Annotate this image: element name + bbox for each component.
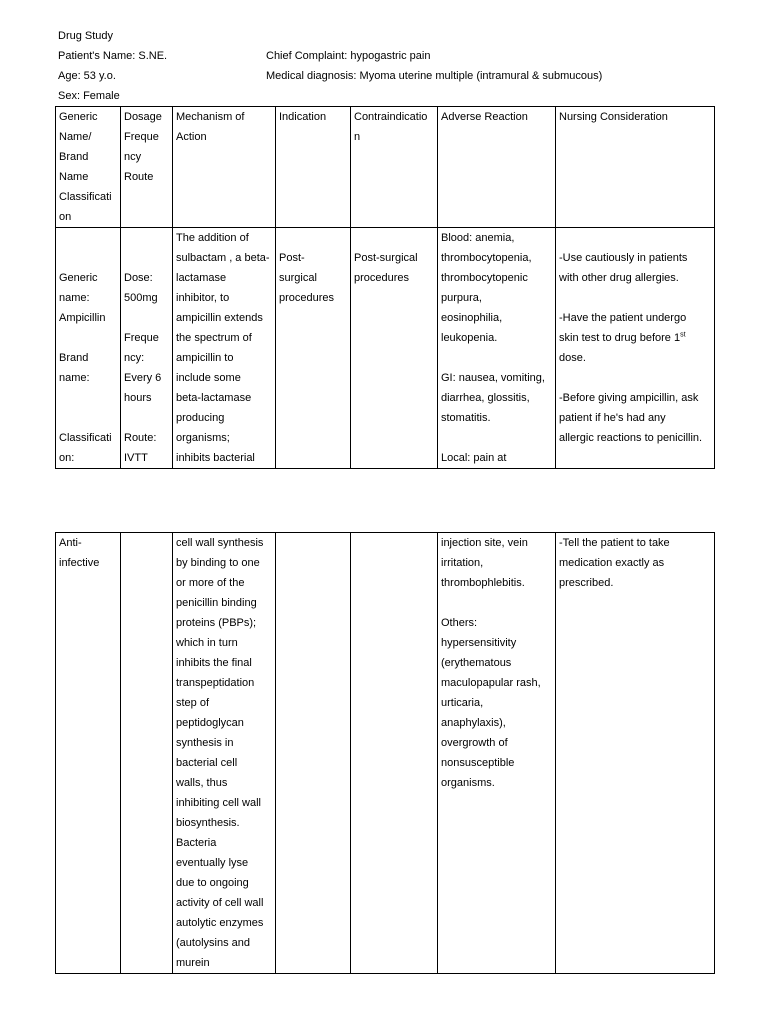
cell-dosage-cont bbox=[121, 533, 173, 974]
patient-age: Age: 53 y.o. bbox=[58, 70, 116, 82]
cell-mechanism: The addition of sulbactam , a beta- lactamase inhibitor, to ampicillin extends the spectrum of ampicillin to include some beta-lactamase producing organisms; inhibits bacterial bbox=[173, 228, 276, 469]
patient-name: Patient's Name: S.NE. bbox=[58, 50, 168, 62]
cell-mechanism-cont: cell wall synthesis by binding to one or more of the penicillin binding proteins (PBPs); which in turn inhibits the final transpeptidation step of peptidoglycan synthesis in bacterial cell walls, thus inhibiting cell wall biosynthesis. Bacteria eventually lyse due to ongoing activity of cell wall autolytic enzymes (autolysins and murein bbox=[173, 533, 276, 974]
patient-sex: Sex: Female bbox=[58, 90, 120, 102]
chief-complaint: Chief Complaint: hypogastric pain bbox=[266, 50, 431, 62]
doc-title: Drug Study bbox=[58, 30, 114, 42]
cell-nursing-consideration-cont: -Tell the patient to take medication exactly as prescribed. bbox=[556, 533, 715, 974]
table-header-row bbox=[56, 107, 715, 228]
col-header-dosage: Dosage Freque ncy Route bbox=[121, 107, 173, 228]
cell-indication-cont bbox=[276, 533, 351, 974]
col-header-generic-name: Generic Name/ Brand Name Classificati on bbox=[56, 107, 121, 228]
cell-contraindication: Post-surgical procedures bbox=[351, 228, 438, 469]
table-row bbox=[56, 228, 715, 469]
cell-adverse-reaction: Blood: anemia, thrombocytopenia, thrombocytopenic purpura, eosinophilia, leukopenia. GI: nausea, vomiting, diarrhea, glossitis, stomatitis. Local: pain at bbox=[438, 228, 556, 469]
cell-drug-names: Generic name: Ampicillin Brand name: Classificati on: bbox=[56, 228, 121, 469]
col-header-adverse-reaction: Adverse Reaction bbox=[438, 107, 556, 228]
nursing-text-part1: -Use cautiously in patients with other drug allergies. -Have the patient undergo skin test to drug before 1 bbox=[559, 252, 688, 344]
cell-contraindication-cont bbox=[351, 533, 438, 974]
cell-classification: Anti- infective bbox=[56, 533, 121, 974]
cell-nursing-consideration bbox=[556, 228, 715, 469]
drug-study-table-page2 bbox=[55, 532, 715, 974]
medical-diagnosis: Medical diagnosis: Myoma uterine multiple (intramural & submucous) bbox=[266, 70, 603, 82]
nursing-text-part2: dose. -Before giving ampicillin, ask patient if he's had any allergic reactions to penicillin. bbox=[559, 352, 703, 444]
drug-study-table-page1 bbox=[55, 106, 715, 469]
cell-adverse-reaction-cont: injection site, vein irritation, thrombophlebitis. Others: hypersensitivity (erythematous maculopapular rash, urticaria, anaphylaxis), overgrowth of nonsusceptible organisms. bbox=[438, 533, 556, 974]
table-row bbox=[56, 533, 715, 974]
superscript-st: st bbox=[680, 331, 686, 339]
col-header-indication: Indication bbox=[276, 107, 351, 228]
col-header-contraindication: Contraindicatio n bbox=[351, 107, 438, 228]
col-header-nursing-consideration: Nursing Consideration bbox=[556, 107, 715, 228]
col-header-mechanism: Mechanism of Action bbox=[173, 107, 276, 228]
cell-indication: Post- surgical procedures bbox=[276, 228, 351, 469]
cell-dosage: Dose: 500mg Freque ncy: Every 6 hours Route: IVTT bbox=[121, 228, 173, 469]
